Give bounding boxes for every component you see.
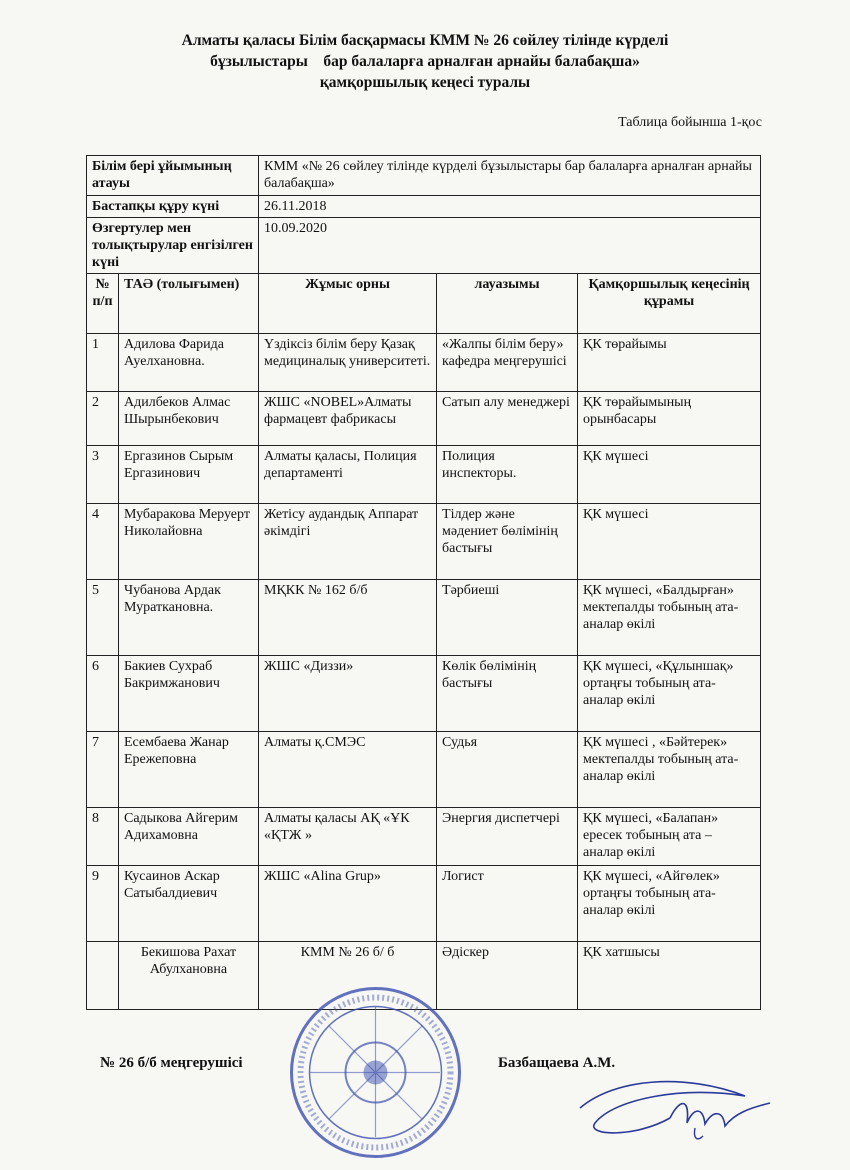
member-position: Әдіскер [437, 942, 578, 1010]
member-name: Садыкова Айгерим Адихамовна [119, 808, 259, 866]
member-name: Бакиев Сухраб Бакримжанович [119, 656, 259, 732]
member-name: Бекишова Рахат Абулхановна [119, 942, 259, 1010]
member-position: Тәрбиеші [437, 580, 578, 656]
member-workplace: ЖШС «Диззи» [259, 656, 437, 732]
member-role: ҚК мүшесі [578, 504, 761, 580]
member-position: Полиция инспекторы. [437, 446, 578, 504]
col-position-header: лауазымы [437, 274, 578, 334]
member-role: ҚК мүшесі, «Балапан» ересек тобының ата – аналар өкілі [578, 808, 761, 866]
org-date-value: 26.11.2018 [259, 196, 761, 218]
org-changes-row [87, 218, 761, 274]
table-row [87, 392, 761, 446]
table-row [87, 732, 761, 808]
member-role: ҚК мүшесі [578, 446, 761, 504]
member-workplace: МҚКК № 162 б/б [259, 580, 437, 656]
table-row [87, 504, 761, 580]
title-line-2: бұзылыстары бар балаларға арналған арнайы балабақша» [210, 53, 640, 70]
member-position: Энергия диспетчері [437, 808, 578, 866]
member-position: Логист [437, 866, 578, 942]
member-workplace: Үздіксіз білім беру Қазақ медициналық университеті. [259, 334, 437, 392]
document-title [0, 30, 850, 93]
title-line-1: Алматы қаласы Білім басқармасы КММ № 26 сөйлеу тілінде күрделі [181, 32, 669, 49]
table-row [87, 866, 761, 942]
member-workplace: Алматы қаласы, Полиция департаменті [259, 446, 437, 504]
row-number: 4 [87, 504, 119, 580]
member-position: Судья [437, 732, 578, 808]
row-number: 5 [87, 580, 119, 656]
member-name: Адилбеков Алмас Шырынбекович [119, 392, 259, 446]
row-number: 1 [87, 334, 119, 392]
org-name-row [87, 156, 761, 196]
member-workplace: ЖШС «NOBEL»Алматы фармацевт фабрикасы [259, 392, 437, 446]
org-changes-label: Өзгертулер мен толықтырулар енгізілген күні [87, 218, 259, 274]
member-role: ҚК мүшесі, «Балдырған» мектепалды тобының ата-аналар өкілі [578, 580, 761, 656]
member-workplace: ЖШС «Alina Grup» [259, 866, 437, 942]
table-row [87, 334, 761, 392]
member-position: Сатып алу менеджері [437, 392, 578, 446]
row-number: 6 [87, 656, 119, 732]
member-position: Тілдер және мәдениет бөлімінің бастығы [437, 504, 578, 580]
member-role: ҚК хатшысы [578, 942, 761, 1010]
table-row [87, 656, 761, 732]
member-name: Чубанова Ардак Мураткановна. [119, 580, 259, 656]
member-workplace: Алматы қаласы АҚ «ҰК «ҚТЖ » [259, 808, 437, 866]
org-date-label: Бастапқы құру күні [87, 196, 259, 218]
member-workplace: Алматы қ.СМЭС [259, 732, 437, 808]
council-table [86, 155, 761, 1010]
member-name: Мубаракова Меруерт Николайовна [119, 504, 259, 580]
member-name: Адилова Фарида Ауелхановна. [119, 334, 259, 392]
table-reference: Таблица бойынша 1-қос [618, 115, 762, 130]
signature-position: № 26 б/б меңгерушісі [100, 1055, 243, 1071]
member-position: «Жалпы білім беру» кафедра меңгерушісі [437, 334, 578, 392]
row-number: 7 [87, 732, 119, 808]
org-name-label: Білім бері ұйымының атауы [87, 156, 259, 196]
member-name: Есембаева Жанар Ережеповна [119, 732, 259, 808]
member-position: Көлік бөлімінің бастығы [437, 656, 578, 732]
member-role: ҚК төрайымы [578, 334, 761, 392]
member-workplace: Жетісу аудандық Аппарат әкімдігі [259, 504, 437, 580]
member-workplace: КММ № 26 б/ б [259, 942, 437, 1010]
table-row [87, 808, 761, 866]
row-number: 3 [87, 446, 119, 504]
col-name-header: ТАӘ (толығымен) [119, 274, 259, 334]
col-num-header: № п/п [87, 274, 119, 334]
org-changes-value: 10.09.2020 [259, 218, 761, 274]
member-name: Кусаинов Аскар Сатыбалдиевич [119, 866, 259, 942]
handwritten-signature [575, 1068, 785, 1148]
member-role: ҚК мүшесі, «Құлыншақ» ортаңғы тобының ата-аналар өкілі [578, 656, 761, 732]
table-row [87, 580, 761, 656]
member-role: ҚК төрайымының орынбасары [578, 392, 761, 446]
column-header-row [87, 274, 761, 334]
title-line-3: қамқоршылық кеңесі туралы [319, 74, 531, 91]
col-role-header: Қамқоршылық кеңесінің құрамы [578, 274, 761, 334]
row-number: 9 [87, 866, 119, 942]
col-work-header: Жұмыс орны [259, 274, 437, 334]
signature-name: Базбащаева А.М. [498, 1055, 616, 1071]
org-name-value: КММ «№ 26 сөйлеу тілінде күрделі бұзылыстары бар балаларға арналған арнайы балабақша» [259, 156, 761, 196]
row-number [87, 942, 119, 1010]
table-row [87, 446, 761, 504]
row-number: 2 [87, 392, 119, 446]
row-number: 8 [87, 808, 119, 866]
official-stamp [288, 985, 463, 1160]
member-name: Ергазинов Сырым Ергазинович [119, 446, 259, 504]
org-date-row [87, 196, 761, 218]
member-role: ҚК мүшесі , «Бәйтерек» мектепалды тобының ата-аналар өкілі [578, 732, 761, 808]
member-role: ҚК мүшесі, «Айгөлек» ортаңғы тобының ата-аналар өкілі [578, 866, 761, 942]
